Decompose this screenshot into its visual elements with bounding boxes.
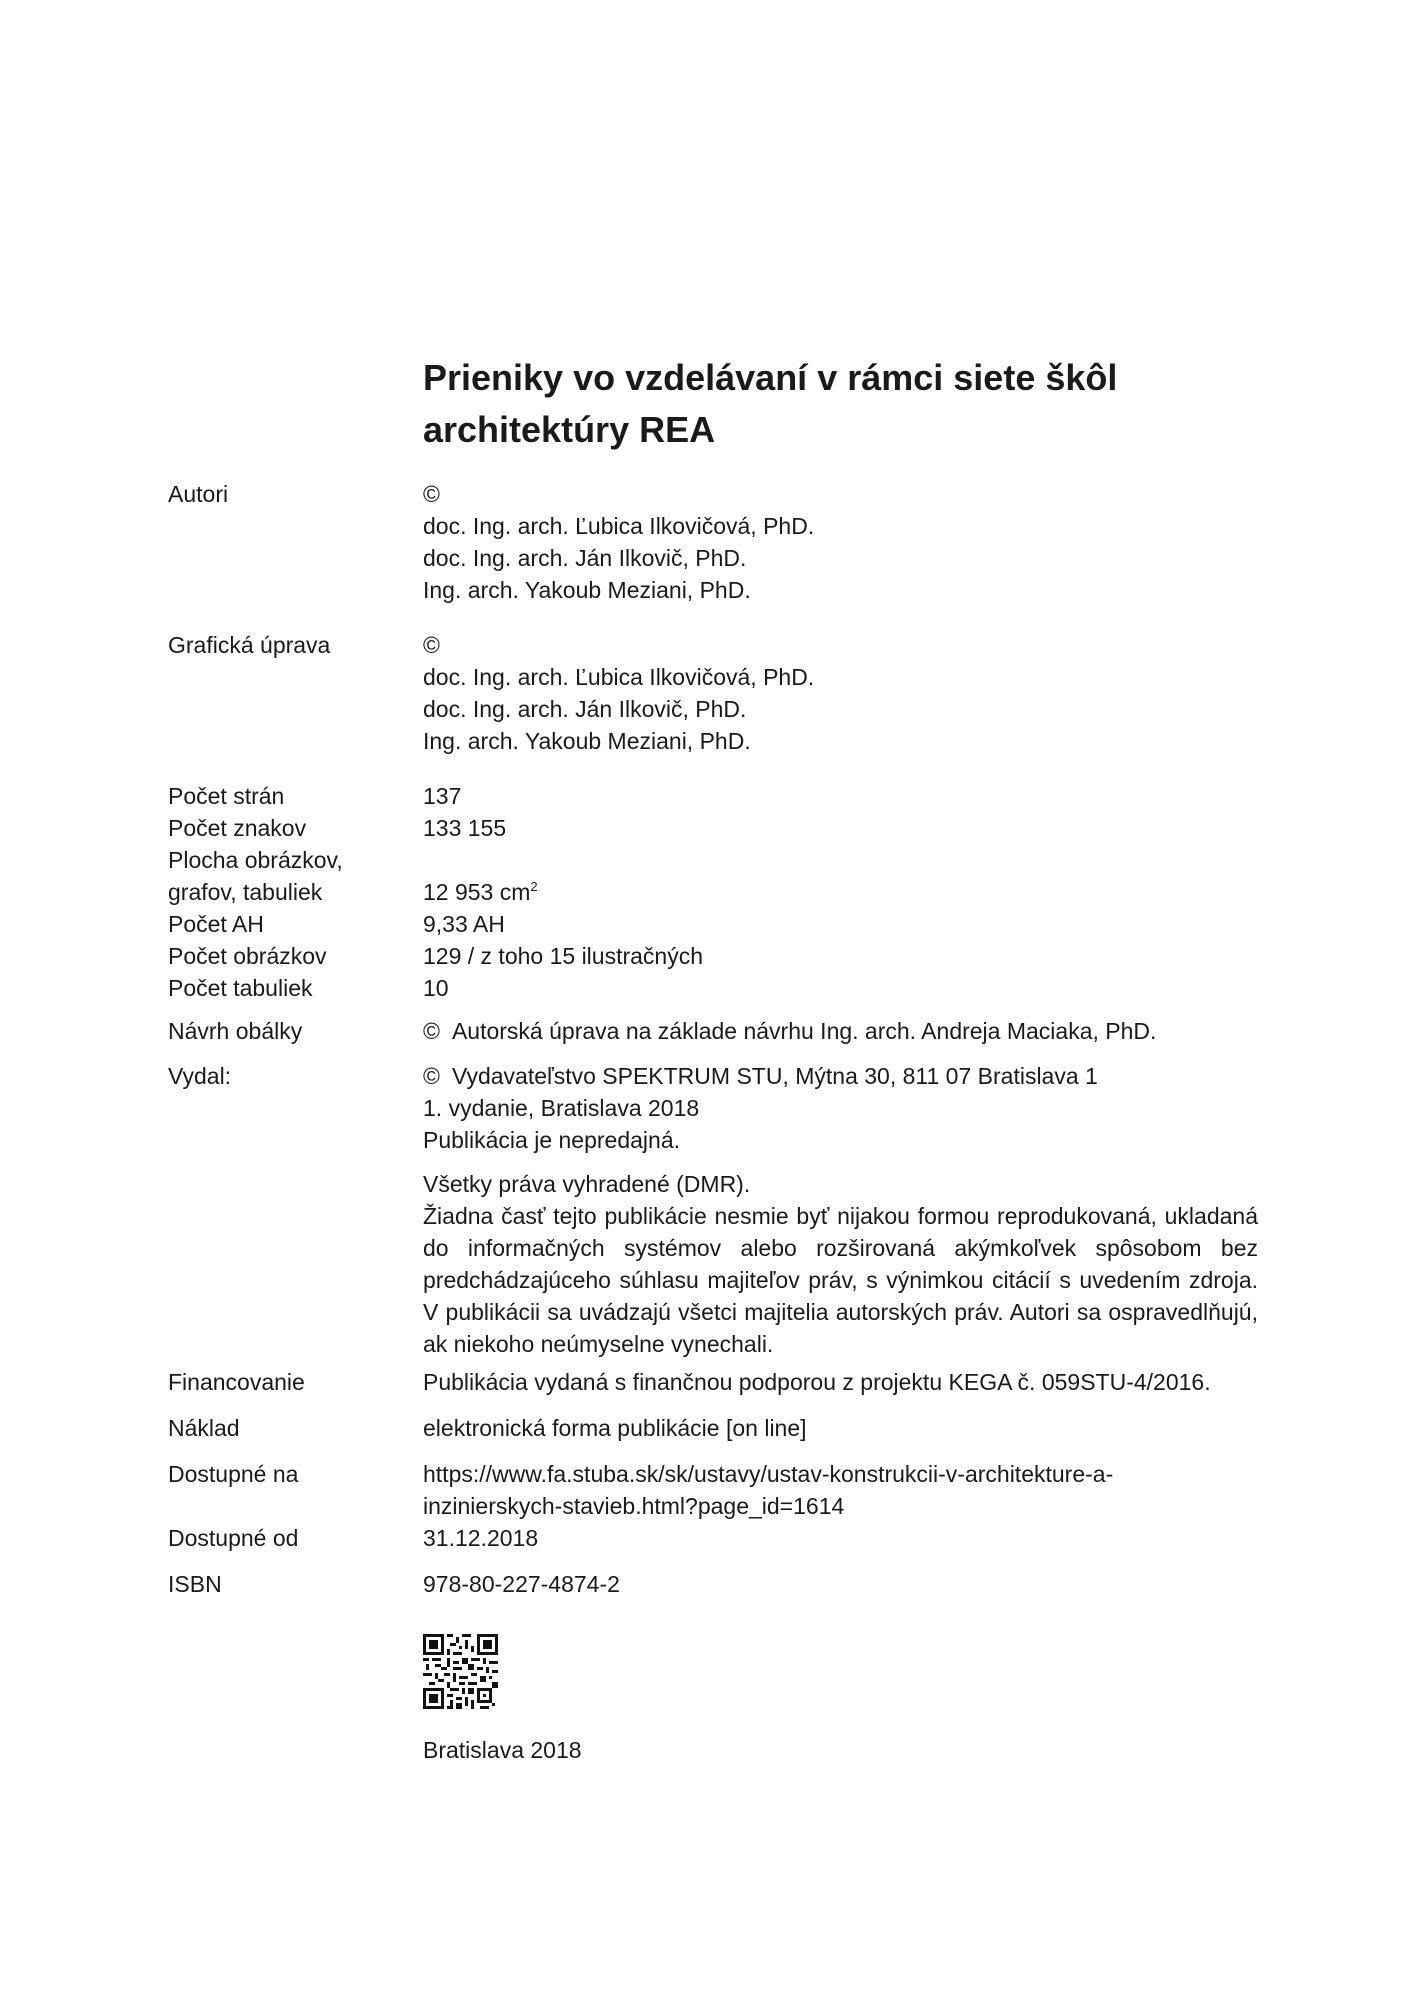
edition-label: Náklad	[168, 1415, 240, 1441]
publisher-label: Vydal:	[168, 1063, 232, 1089]
authors-value	[423, 478, 1258, 606]
chars-value: 133 155	[423, 815, 507, 841]
available-at-label: Dostupné na	[168, 1461, 299, 1487]
publisher-value	[423, 1060, 1258, 1156]
ah-value: 9,33 AH	[423, 911, 505, 937]
pages-label: Počet strán	[168, 783, 285, 809]
cover-value	[423, 1015, 1258, 1047]
available-url-line-2[interactable]: inzinierskych-stavieb.html?page_id=1614	[423, 1493, 845, 1519]
publisher-line-3: Publikácia je nepredajná.	[423, 1127, 681, 1153]
place-year: Bratislava 2018	[423, 1737, 582, 1763]
funding-label: Financovanie	[168, 1369, 305, 1395]
copyright-symbol: ©	[423, 1018, 440, 1044]
publisher-line-2: 1. vydanie, Bratislava 2018	[423, 1095, 700, 1121]
available-from-value: 31.12.2018	[423, 1525, 539, 1551]
area-label-line-1: Plocha obrázkov,	[168, 847, 343, 873]
funding-value: Publikácia vydaná s finančnou podporou z projektu KEGA č. 059STU-4/2016.	[423, 1369, 1211, 1395]
page-title	[423, 352, 1323, 456]
author-name: doc. Ing. arch. Ján Ilkovič, PhD.	[423, 545, 747, 571]
isbn-value: 978-80-227-4874-2	[423, 1571, 620, 1597]
graphics-author-name: doc. Ing. arch. Ľubica Ilkovičová, PhD.	[423, 664, 815, 690]
available-url-line-1[interactable]: https://www.fa.stuba.sk/sk/ustavy/ustav-konstrukcii-v-architekture-a-	[423, 1461, 1114, 1487]
cover-label: Návrh obálky	[168, 1018, 303, 1044]
publisher-line-1	[423, 1060, 1258, 1092]
area-value	[423, 876, 1258, 908]
graphics-value	[423, 629, 1258, 757]
images-value: 129 / z toho 15 ilustračných	[423, 943, 703, 969]
tables-value: 10	[423, 975, 449, 1001]
rights-text	[423, 1168, 1258, 1360]
title-line-1: Prieniky vo vzdelávaní v rámci siete škôl	[423, 357, 1118, 398]
graphics-author-name: Ing. arch. Yakoub Meziani, PhD.	[423, 728, 751, 754]
images-label: Počet obrázkov	[168, 943, 327, 969]
ah-label: Počet AH	[168, 911, 264, 937]
author-name: doc. Ing. arch. Ľubica Ilkovičová, PhD.	[423, 513, 815, 539]
available-from-label: Dostupné od	[168, 1525, 299, 1551]
edition-value: elektronická forma publikácie [on line]	[423, 1415, 807, 1441]
rights-line-1: Všetky práva vyhradené (DMR).	[423, 1171, 751, 1197]
area-value-text: 12 953 cm	[423, 879, 531, 905]
copyright-symbol: ©	[423, 632, 440, 658]
author-name: Ing. arch. Yakoub Meziani, PhD.	[423, 577, 751, 603]
pages-value: 137	[423, 783, 462, 809]
area-label-line-2: grafov, tabuliek	[168, 879, 323, 905]
rights-paragraph: Žiadna časť tejto publikácie nesmie byť nijakou formou reprodukovaná, ukladaná do informačných systémov alebo rozširovaná akýmkoľvek spôsobom bez predchádzajúceho súhlasu majiteľov práv, s výnimkou citácií s uvedením zdroja. V publikácii sa uvádzajú všetci majitelia autorských práv. Autori sa ospravedlňujú, ak niekoho neúmyselne vynechali.	[423, 1203, 1258, 1357]
graphics-author-name: doc. Ing. arch. Ján Ilkovič, PhD.	[423, 696, 747, 722]
authors-label: Autori	[168, 481, 229, 507]
title-line-2: architektúry REA	[423, 409, 716, 450]
qr-code-icon	[423, 1634, 498, 1709]
isbn-label: ISBN	[168, 1571, 222, 1597]
available-at-value	[423, 1458, 1258, 1522]
copyright-symbol: ©	[423, 1063, 440, 1089]
chars-label: Počet znakov	[168, 815, 307, 841]
graphics-label: Grafická úprava	[168, 632, 331, 658]
publisher-name: Vydavateľstvo SPEKTRUM STU, Mýtna 30, 811 07 Bratislava 1	[451, 1063, 1098, 1089]
cover-text: Autorská úprava na základe návrhu Ing. arch. Andreja Maciaka, PhD.	[451, 1018, 1157, 1044]
tables-label: Počet tabuliek	[168, 975, 313, 1001]
area-unit-superscript: 2	[530, 879, 538, 894]
area-label	[168, 844, 418, 908]
copyright-symbol: ©	[423, 481, 440, 507]
